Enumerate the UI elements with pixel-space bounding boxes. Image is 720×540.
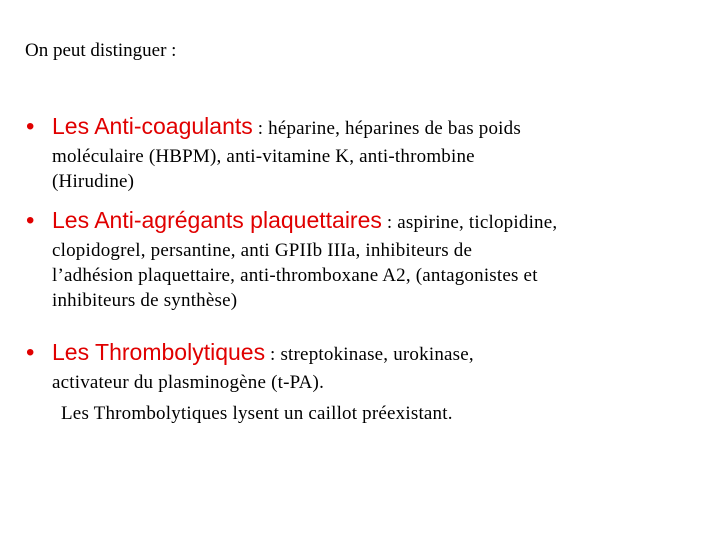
bullet-icon: •: [26, 113, 35, 140]
item-first-line: [52, 112, 706, 144]
item-line: moléculaire (HBPM), anti-vitamine K, anti-thrombine: [52, 146, 475, 167]
intro-text: On peut distinguer :: [25, 40, 177, 61]
item-line: (Hirudine): [52, 171, 135, 192]
item-line: l’adhésion plaquettaire, anti-thromboxane A2, (antagonistes et: [52, 265, 538, 286]
category-title: Les Anti-agrégants plaquettaires: [52, 207, 382, 233]
item-first-line: [52, 338, 706, 370]
item-line: inhibiteurs de synthèse): [52, 290, 238, 311]
list-item-anticoagulants: [26, 112, 706, 194]
category-description: : héparine, héparines de bas poids: [252, 118, 521, 139]
category-description: : aspirine, ticlopidine,: [381, 212, 558, 233]
item-line: clopidogrel, persantine, anti GPIIb IIIa, inhibiteurs de: [52, 240, 473, 261]
note-text: Les Thrombolytiques lysent un caillot préexistant.: [61, 403, 453, 424]
bullet-icon: •: [26, 207, 35, 234]
category-title: Les Thrombolytiques: [52, 339, 266, 365]
category-description: : streptokinase, urokinase,: [265, 344, 474, 365]
list-item-antiagregants: [26, 206, 706, 313]
list-item-thrombolytiques: [26, 338, 706, 395]
item-first-line: [52, 206, 706, 238]
category-title: Les Anti-coagulants: [52, 113, 253, 139]
item-line: activateur du plasminogène (t-PA).: [52, 372, 325, 393]
bullet-icon: •: [26, 339, 35, 366]
